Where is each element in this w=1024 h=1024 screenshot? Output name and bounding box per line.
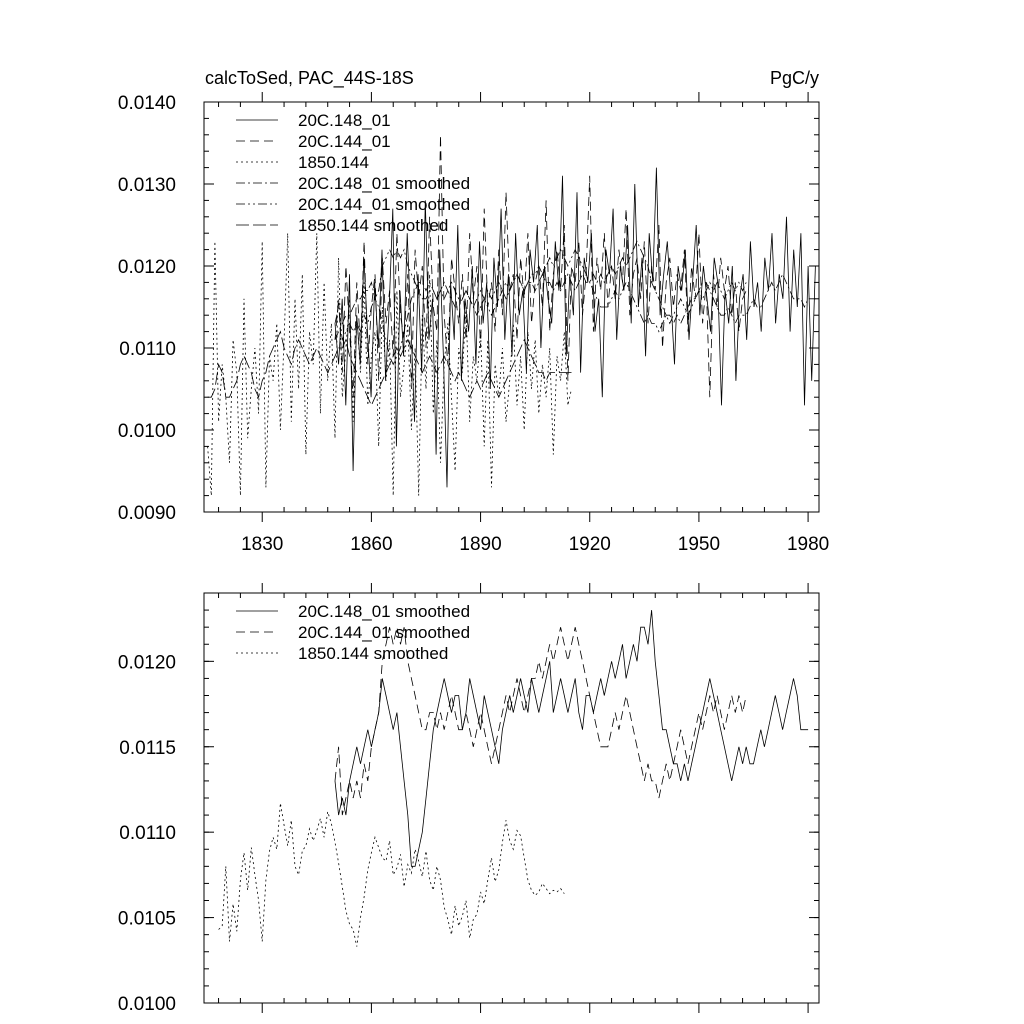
x-tick-label: 1890 [459, 534, 502, 555]
x-tick-label: 1920 [568, 534, 611, 555]
y-tick-label: 0.0110 [119, 823, 176, 845]
legend-label: 20C.144_01 smoothed [298, 623, 471, 642]
y-tick-label: 0.0130 [117, 175, 176, 196]
x-tick-label: 1860 [350, 534, 393, 555]
bottom-ticks [118, 583, 819, 1015]
legend-label: 1850.144 [298, 153, 369, 172]
top-panel [118, 68, 829, 555]
legend-label: 1850.144 smoothed [298, 216, 449, 235]
y-tick-label: 0.0120 [117, 257, 176, 278]
legend-label: 20C.148_01 smoothed [298, 174, 471, 193]
y-tick-label: 0.0100 [117, 994, 176, 1015]
legend-label: 20C.148_01 smoothed [298, 602, 471, 621]
bottom-plot-frame [204, 593, 819, 1003]
legend-label: 20C.148_01 [298, 111, 391, 130]
series-line [219, 803, 565, 947]
series-line [208, 332, 572, 406]
legend-label: 20C.144_01 [298, 132, 391, 151]
x-tick-label: 1980 [786, 534, 830, 555]
y-tick-label: 0.0090 [117, 503, 176, 524]
y-tick-label: 0.0105 [117, 908, 176, 930]
legend-label: 1850.144 smoothed [298, 644, 449, 663]
top-ticks [118, 92, 829, 555]
top-title-right: PgC/y [769, 68, 819, 88]
bottom-panel [118, 583, 819, 1015]
x-tick-label: 1950 [677, 534, 721, 555]
top-legend [236, 111, 470, 235]
y-tick-label: 0.0120 [117, 652, 176, 674]
y-tick-label: 0.0100 [117, 421, 176, 442]
y-tick-label: 0.0110 [119, 339, 176, 360]
x-tick-label: 1830 [241, 534, 284, 555]
bottom-legend [236, 602, 470, 663]
top-title-left: calcToSed, PAC_44S-18S [205, 68, 414, 88]
y-tick-label: 0.0140 [117, 93, 176, 114]
y-tick-label: 0.0115 [119, 737, 176, 759]
legend-label: 20C.144_01 smoothed [298, 195, 471, 214]
